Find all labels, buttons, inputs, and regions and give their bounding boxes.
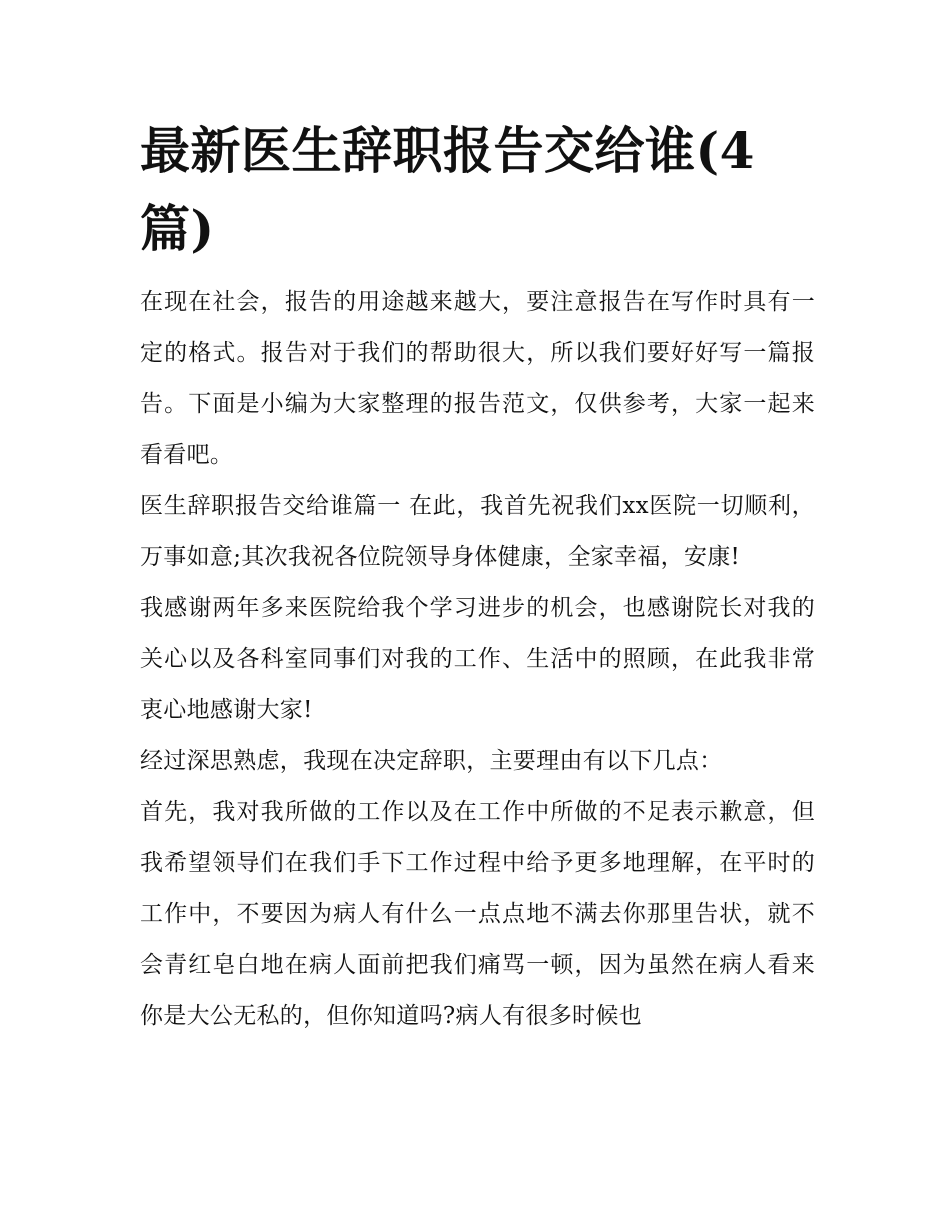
document-title: 最新医生辞职报告交给谁(4篇)	[140, 121, 755, 258]
paragraph-decision: 经过深思熟虑，我现在决定辞职，主要理由有以下几点：	[140, 748, 723, 774]
paragraph-thanks: 我感谢两年多来医院给我个学习进步的机会，也感谢院长对我的关心以及各科室同事们对我的工作、生活中的照顾，在此我非常衷心地感谢大家!	[140, 595, 815, 723]
document-body	[140, 277, 815, 1042]
paragraph-reason-first: 首先，我对我所做的工作以及在工作中所做的不足表示歉意，但我希望领导们在我们手下工作过程中给予更多地理解，在平时的工作中，不要因为病人有什么一点点地不满去你那里告状，就不会青红皂白地在病人面前把我们痛骂一顿，因为虽然在病人看来你是大公无私的，但你知道吗?病人有很多时候也	[140, 799, 815, 1029]
paragraph-intro: 在现在社会，报告的用途越来越大，要注意报告在写作时具有一定的格式。报告对于我们的帮助很大，所以我们要好好写一篇报告。下面是小编为大家整理的报告范文，仅供参考，大家一起来看看吧。	[140, 289, 815, 468]
paragraph-greeting: 医生辞职报告交给谁篇一 在此，我首先祝我们xx医院一切顺利，万事如意;其次我祝各位院领导身体健康，全家幸福，安康!	[140, 493, 815, 570]
